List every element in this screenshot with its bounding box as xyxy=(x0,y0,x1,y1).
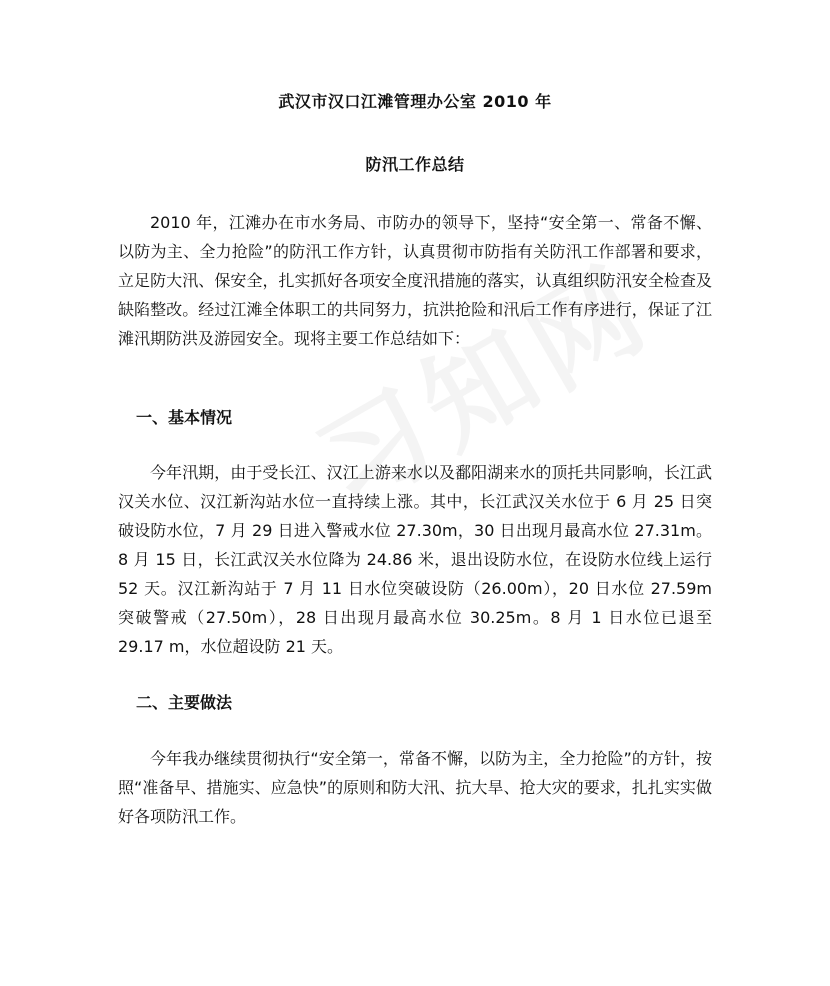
section-paragraph-main-practices: 今年我办继续贯彻执行“安全第一，常备不懈，以防为主，全力抢险”的方针，按照“准备早、措施实、应急快”的原则和防大汛、抗大旱、抢大灾的要求，扎扎实实做好各项防汛工作。 xyxy=(118,749,712,826)
section-heading-main-practices: 二、主要做法 xyxy=(136,693,233,712)
document-title: 武汉市汉口江滩管理办公室 2010 年 xyxy=(278,92,552,111)
section-paragraph-basic-situation: 今年汛期，由于受长江、汉江上游来水以及鄱阳湖来水的顶托共同影响，长江武汉关水位、汉江新沟站水位一直持续上涨。其中，长江武汉关水位于 6 月 25 日突破设防水位，7 月 29 日进入警戒水位 27.30m，30 日出现月最高水位 27.31m。8 月 15 日，长江武汉关水位降为 24.86 米，退出设防水位，在设防水位线上运行 52 天。汉江新沟站于 7 月 11 日水位突破设防（26.00m），20 日水位 27.59m 突破警戒（27.50m），28 日出现月最高水位 30.25m。8 月 1 日水位已退至 29.17 m，水位超设防 21 天。 xyxy=(118,463,712,656)
document-subtitle: 防汛工作总结 xyxy=(365,155,465,174)
intro-paragraph: 2010 年，江滩办在市水务局、市防办的领导下，坚持“安全第一、常备不懈、以防为主、全力抢险”的防汛工作方针，认真贯彻市防指有关防汛工作部署和要求，立足防大汛、保安全，扎实抓好各项安全度汛措施的落实，认真组织防汛安全检查及缺陷整改。经过江滩全体职工的共同努力，抗洪抢险和汛后工作有序进行，保证了江滩汛期防洪及游园安全。现将主要工作总结如下： xyxy=(118,213,712,348)
section-heading-basic-situation: 一、基本情况 xyxy=(136,408,233,427)
